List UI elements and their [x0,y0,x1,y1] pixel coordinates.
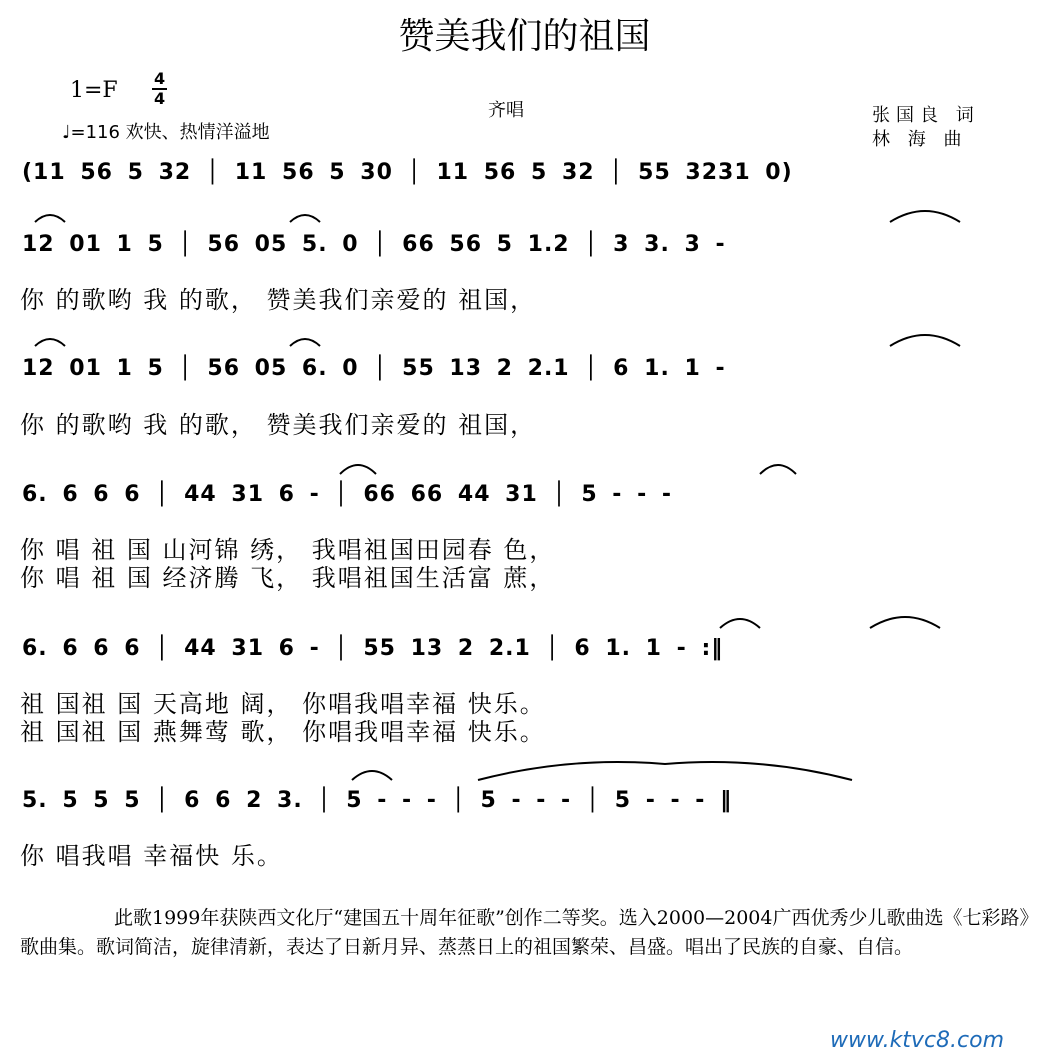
lyricist: 张国良 词 [872,105,980,126]
tie [478,762,852,780]
slur [35,215,65,222]
slur [352,771,392,780]
system-3-lyrics: 你 的歌哟 我 的歌， 赞美我们亲爱的 祖国， [20,411,537,439]
system-1-notes: (11 56 5 32 │ 11 56 5 30 │ 11 56 5 32 │ 55 3231 0) [22,160,793,185]
song-title: 赞美我们的祖国 [398,16,651,57]
system-6-notes: 5. 5 5 5 │ 6 6 2 3. │ 5 - - - │ 5 - - - │ 5 - - - ‖ [22,788,733,813]
chorus-label: 齐唱 [488,100,524,121]
system-5-lyrics-2: 祖 国祖 国 燕舞莺 歌， 你唱我唱幸福 快乐。 [20,718,546,746]
composer: 林 海 曲 [872,129,968,150]
slur [760,465,796,474]
slur [720,619,760,628]
system-4-lyrics-1: 你 唱 祖 国 山河锦 绣， 我唱祖国田园春 色， [20,536,556,564]
key-signature: 1=F [70,78,118,103]
system-2-notes: 12 01 1 5 │ 56 05 5. 0 │ 66 56 5 1.2 │ 3 3. 3 - [22,232,726,257]
time-sig-bottom: 4 [154,89,166,108]
system-5-lyrics-1: 祖 国祖 国 天高地 阔， 你唱我唱幸福 快乐。 [20,690,546,718]
slur [870,617,940,628]
slur [290,215,320,222]
system-3-notes: 12 01 1 5 │ 56 05 6. 0 │ 55 13 2 2.1 │ 6 1. 1 - [22,356,726,381]
system-4-notes: 6. 6 6 6 │ 44 31 6 - │ 66 66 44 31 │ 5 - - - [22,482,673,507]
system-5-notes: 6. 6 6 6 │ 44 31 6 - │ 55 13 2 2.1 │ 6 1. 1 - :‖ [22,636,724,661]
slur [35,339,65,346]
time-sig-top: 4 [154,69,166,88]
description-paragraph: 此歌1999年获陕西文化厅“建国五十周年征歌”创作二等奖。选入2000—2004广西优秀少儿歌曲选《七彩路》歌曲集。歌词简洁，旋律清新，表达了日新月异、蒸蒸日上的祖国繁荣、昌盛。唱出了民族的自豪、自信。 [20,907,1029,958]
slur [290,339,320,346]
slur [340,465,376,474]
slur [890,211,960,222]
system-2-lyrics: 你 的歌哟 我 的歌， 赞美我们亲爱的 祖国， [20,286,537,314]
system-4-lyrics-2: 你 唱 祖 国 经济腾 飞， 我唱祖国生活富 蔗， [20,564,556,592]
system-6-lyrics: 你 唱我唱 幸福快 乐。 [20,842,283,870]
site-watermark: www.ktvc8.com [830,1028,1005,1053]
tempo-marking: ♩=116 欢快、热情洋溢地 [62,122,270,143]
slur [890,335,960,346]
